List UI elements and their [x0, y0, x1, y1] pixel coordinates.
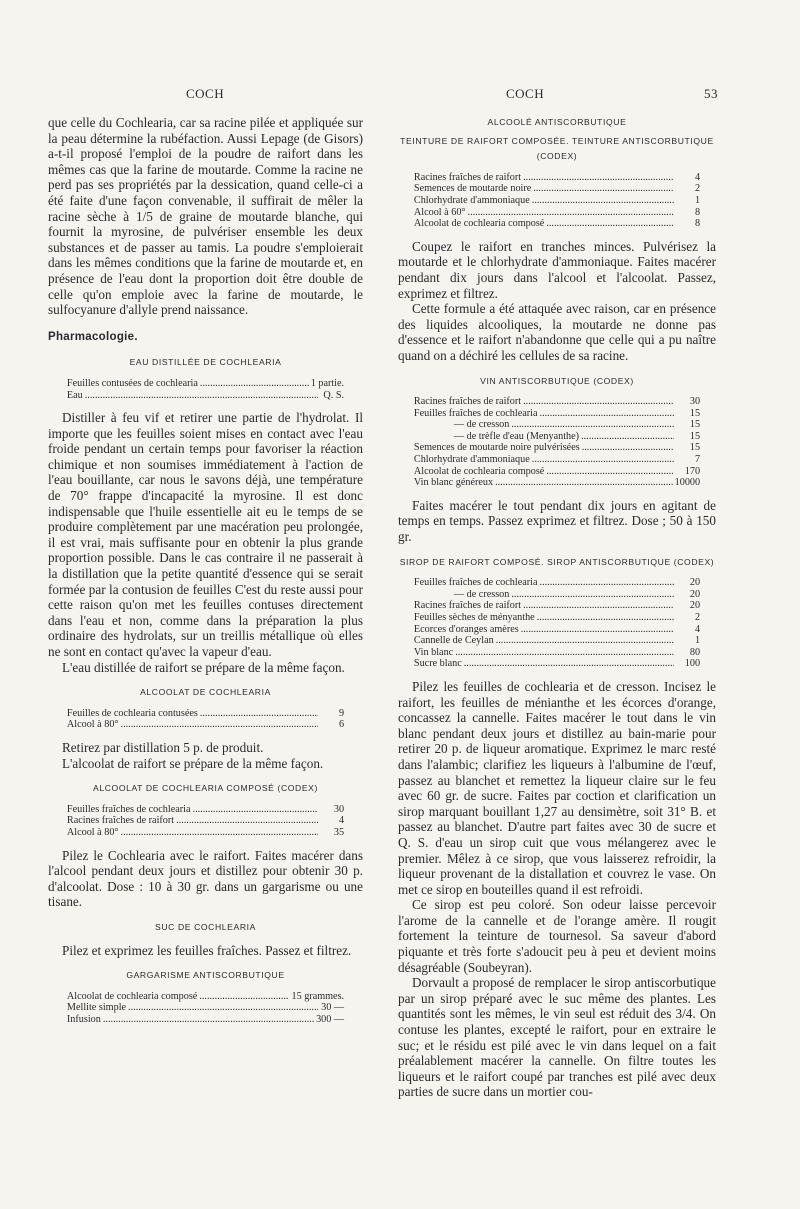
ingredient-row	[67, 827, 344, 839]
ingredient-name: Alcoolat de cochlearia composé	[413, 465, 545, 477]
dot-leader	[103, 1014, 314, 1026]
ingredient-quantity: 15	[689, 419, 701, 431]
ingredient-quantity: 1	[695, 194, 701, 206]
dot-leader	[121, 827, 319, 839]
dot-leader	[200, 708, 318, 720]
paragraph: Pilez et exprimez les feuilles fraîches. Passez et filtrez.	[62, 942, 352, 958]
ingredient-quantity: 30 —	[321, 1002, 345, 1014]
ingredient-row	[414, 624, 700, 636]
recipe-subtitle: TEINTURE DE RAIFORT COMPOSÉE. TEINTURE ANTISCORBUTIQUE (CODEX)	[400, 135, 714, 162]
dot-leader	[532, 195, 674, 207]
recipe-list	[67, 991, 344, 1026]
ingredient-name: Feuilles fraîches de cochlearia	[413, 577, 538, 589]
ingredient-row	[67, 708, 344, 720]
ingredient-row	[414, 442, 700, 454]
paragraph: Distiller à feu vif et retirer une partie de l'hydrolat. Il importe que les feuilles soient mises en contact avec l'eau froide pendant un certain temps pour favoriser la réaction chimique et non soumises immédiatement à l'action de l'eau bouillante, car nous le savons déjà, une température de 70° frappe d'incapacité la myrosine. Il est donc indispensable que l'huile essentielle ait eu le temps de se produire complètement par une macération peu prolongée, il est vrai, mais suffisante pour en obtenir la plus grande proportion possible. Dans le cas contraire il ne passerait à la distillation que la petite quantité d'essence qui se serait formée par la contusion de feuilles C'est du reste aussi pour cette raison qu'on met les feuilles contuses directement dans l'eau et non, comme dans la préparation la plus ordinaire des hydrolats, sur un treillis métallique où elles ne sont en contact qu'avec la vapeur d'eau.	[48, 410, 363, 659]
recipe-title: VIN ANTISCORBUTIQUE (CODEX)	[480, 375, 634, 386]
dot-leader	[193, 804, 319, 816]
ingredient-row	[67, 991, 344, 1003]
recipe-list	[67, 804, 344, 839]
paragraph: Dorvault a proposé de remplacer le sirop antiscorbutique par un sirop préparé avec le suc même des plantes. Les quantités sont les mêmes, le vin seul est réduit des 3/4. On contuse les plantes, excepté le raifort, pour en extraire le suc; et le résidu est pilé avec le vin dans lequel on a fait préalablement macérer la cannelle. On filtre toutes les liqueurs et le raifort coupé par tranches est pilé avec deux parties de sucre dans un mortier cou-	[398, 975, 716, 1100]
ingredient-name: Infusion	[66, 1013, 101, 1025]
paragraph: Pilez le Cochlearia avec le raifort. Faites macérer dans l'alcool pendant deux jours et distillez pour obtenir 30 p. d'alcoolat. Dose : 10 à 30 gr. dans un gargarisme ou une tisane.	[48, 847, 363, 910]
ingredient-name: Vin blanc généreux	[413, 477, 494, 489]
paragraph: L'alcoolat de raifort se prépare de la même façon.	[62, 755, 324, 771]
ingredient-row	[414, 408, 700, 420]
ingredient-name: Racines fraîches de raifort	[66, 815, 175, 827]
ingredient-row	[67, 390, 344, 402]
recipe-title: SIROP DE RAIFORT COMPOSÉ. SIROP ANTISCORBUTIQUE (CODEX)	[399, 556, 715, 567]
ingredient-row	[414, 431, 700, 443]
ingredient-row	[414, 419, 700, 431]
paragraph: Cette formule a été attaquée avec raison, car en présence des liquides alcooliques, la moutarde ne donne pas d'essence et le raifort n'abandonne que celle qui a pu naître quand on a déchiré les cellules de sa racine.	[398, 301, 716, 363]
ingredient-quantity: 4	[695, 623, 701, 635]
ingredient-row	[414, 477, 700, 489]
paragraph: que celle du Cochlearia, car sa racine pilée et appliquée sur la peau détermine la rubéfaction. Aussi Lepage (de Gisors) a-t-il proposé l'emploi de la poudre de raifort dans les mêmes cas que la farine de moutarde. Comme la racine ne perd pas ses propriétés par la dessication, quand celle-ci a été faite d'une façon convenable, il suffirait de mêler la racine sèche à 1/5 de graine de moutarde blanche, qui fournit la myrosine, de pulvériser ensemble les deux substances et de passer au tamis. La poudre s'emploierait dans les mêmes conditions que la farine de moutarde et, en présence de l'eau dont la proportion doit être double de celle qu'on emploie avec la farine de moutarde, le sulfocyanure d'allyle prend naissance.	[48, 115, 363, 318]
ingredient-name: Alcool à 80°	[66, 826, 119, 838]
dot-leader	[468, 207, 675, 219]
dot-leader	[523, 396, 674, 408]
ingredient-quantity: 4	[695, 171, 701, 183]
ingredient-row	[414, 207, 700, 219]
ingredient-row	[67, 719, 344, 731]
ingredient-quantity: 170	[684, 465, 701, 477]
ingredient-row	[67, 1014, 344, 1026]
ingredient-quantity: 8	[695, 206, 701, 218]
ingredient-quantity: 7	[695, 454, 701, 466]
paragraph: L'eau distillée de raifort se prépare de la même façon.	[62, 659, 345, 675]
ingredient-quantity: 80	[689, 646, 701, 658]
ingredient-row	[414, 466, 700, 478]
dot-leader	[511, 589, 674, 601]
ingredient-quantity: 15	[689, 407, 701, 419]
recipe-list	[414, 172, 700, 230]
recipe-title: SUC DE COCHLEARIA	[155, 921, 256, 932]
page-number: 53	[704, 86, 718, 101]
ingredient-quantity: 10000	[674, 477, 701, 489]
ingredient-quantity: 100	[684, 658, 701, 670]
ingredient-name: Eau	[66, 389, 83, 401]
ingredient-row	[414, 658, 700, 670]
ingredient-name: Racines fraîches de raifort	[413, 171, 522, 183]
ingredient-row	[67, 815, 344, 827]
recipe-list	[414, 577, 700, 670]
ingredient-quantity: 15	[689, 430, 701, 442]
ingredient-quantity: 9	[339, 707, 345, 719]
dot-leader	[582, 442, 674, 454]
ingredient-row	[67, 1002, 344, 1014]
recipe-title: ALCOOLÉ ANTISCORBUTIQUE	[487, 117, 627, 127]
left-running-title: COCH	[186, 86, 225, 101]
ingredient-name: Alcool à 60°	[413, 206, 466, 218]
dot-leader	[540, 577, 675, 589]
recipe-title: ALCOOLAT DE COCHLEARIA COMPOSÉ (CODEX)	[93, 783, 318, 794]
ingredient-name: Semences de moutarde noire	[413, 183, 532, 195]
dot-leader	[128, 1002, 318, 1014]
ingredient-quantity: 4	[339, 815, 345, 827]
dot-leader	[533, 183, 674, 195]
ingredient-quantity: 1	[695, 635, 701, 647]
ingredient-row	[414, 577, 700, 589]
ingredient-quantity: 1 partie.	[310, 377, 345, 389]
ingredient-row	[414, 600, 700, 612]
recipe-list	[67, 378, 344, 401]
left-column	[48, 115, 363, 1034]
ingredient-row	[414, 589, 700, 601]
ingredient-quantity: 300 —	[316, 1013, 345, 1025]
dot-leader	[464, 658, 674, 670]
ingredient-quantity: 20	[689, 600, 701, 612]
dot-leader	[176, 815, 318, 827]
ingredient-name: Feuilles fraîches de cochlearia	[66, 803, 191, 815]
paragraph: Ce sirop est peu coloré. Son odeur laisse percevoir l'arome de la cannelle et de l'orange amère. Il rougit fortement la teinture de tournesol. Sa saveur d'abord piquante et très forte s'adoucit peu à peu et devient moins désagréable (Soubeyran).	[398, 897, 716, 975]
ingredient-name: Semences de moutarde noire pulvérisées	[413, 442, 580, 454]
ingredient-row	[414, 172, 700, 184]
ingredient-quantity: 20	[689, 577, 701, 589]
ingredient-quantity: 35	[333, 826, 345, 838]
section-heading: Pharmacologie.	[48, 330, 138, 343]
ingredient-row	[414, 396, 700, 408]
right-column	[398, 115, 716, 1100]
ingredient-name: Ecorces d'oranges amères	[413, 623, 519, 635]
ingredient-row	[414, 195, 700, 207]
ingredient-name: Alcool à 80°	[66, 719, 119, 731]
dot-leader	[495, 477, 673, 489]
recipe-list	[414, 396, 700, 489]
dot-leader	[546, 218, 674, 230]
ingredient-name: Feuilles sèches de ményanthe	[413, 612, 535, 623]
ingredient-name: Sucre blanc	[413, 658, 462, 670]
dot-leader	[455, 647, 674, 659]
ingredient-name: Feuilles de cochlearia contusées	[66, 707, 198, 719]
ingredient-quantity: 15	[689, 442, 701, 454]
ingredient-row	[67, 378, 344, 390]
dot-leader	[537, 612, 674, 624]
dot-leader	[546, 466, 674, 478]
dot-leader	[199, 991, 289, 1003]
dot-leader	[85, 390, 318, 402]
dot-leader	[581, 431, 674, 443]
ingredient-name: — de cresson	[453, 588, 510, 600]
ingredient-row	[414, 454, 700, 466]
ingredient-quantity: 15 grammes.	[291, 990, 345, 1002]
ingredient-name: Feuilles fraîches de cochlearia	[413, 407, 538, 419]
ingredient-name: Alcoolat de cochlearia composé	[66, 990, 198, 1002]
ingredient-name: Feuilles contusées de cochlearia	[66, 377, 198, 389]
ingredient-name: Vin blanc	[413, 646, 454, 658]
ingredient-row	[414, 635, 700, 647]
recipe-title: ALCOOLAT DE COCHLEARIA	[140, 687, 271, 698]
ingredient-row	[414, 647, 700, 659]
ingredient-name: Mellite simple	[66, 1002, 127, 1014]
ingredient-name: Racines fraîches de raifort	[413, 600, 522, 612]
ingredient-quantity: 30	[333, 803, 345, 815]
paragraph: Retirez par distillation 5 p. de produit.	[62, 739, 264, 755]
dot-leader	[540, 408, 675, 420]
dot-leader	[523, 600, 674, 612]
dot-leader	[496, 635, 674, 647]
dot-leader	[121, 719, 319, 731]
dot-leader	[523, 172, 674, 184]
recipe-title: EAU DISTILLÉE DE COCHLEARIA	[129, 357, 282, 368]
paragraph: Pilez les feuilles de cochlearia et de cresson. Incisez le raifort, les feuilles de ménianthe et les écorces d'orange, concassez la cannelle. Faites macérer le tout dans le vin blanc pendant deux jours et distillez au bain-marie pour retirer 20 p. de liqueur aromatique. Exprimez le marc resté dans l'alambic; clarifiez les liqueurs à l'albumine de l'œuf, passez au blanchet et remettez la liqueur claire sur le feu avec 60 gr. de sucre. Faites par coction et clarification un sirop marquant bouillant 1,27 au densimètre, soit 31° B. et passez au blanchet. D'autre part faites avec 30 de sucre et Q. S. d'eau un sirop cuit que vous mélangerez avec le premier. Mêlez à ce sirop, que vous laisserez refroidir, la liqueur provenant de la distallation et couvrez le vase. On met ce sirop en bouteilles quand il est refroidi.	[398, 678, 716, 897]
ingredient-quantity: 2	[695, 612, 701, 623]
ingredient-row	[67, 804, 344, 816]
ingredient-row	[414, 612, 700, 624]
ingredient-quantity: 20	[689, 588, 701, 600]
ingredient-quantity: 8	[695, 218, 701, 230]
ingredient-row	[414, 183, 700, 195]
ingredient-name: — de cresson	[453, 419, 510, 431]
ingredient-row	[414, 218, 700, 230]
ingredient-quantity: 2	[695, 183, 701, 195]
ingredient-name: Chlorhydrate d'ammoniaque	[413, 194, 530, 206]
dot-leader	[521, 624, 674, 636]
paragraph: Coupez le raifort en tranches minces. Pulvérisez la moutarde et le chlorhydrate d'ammoniaque. Faites macérer pendant dix jours dans l'alcool et l'alcoolat. Passez, exprimez et filtrez.	[398, 238, 716, 301]
ingredient-quantity: 6	[339, 719, 345, 731]
recipe-title: GARGARISME ANTISCORBUTIQUE	[126, 970, 285, 981]
ingredient-quantity: Q. S.	[323, 389, 345, 401]
dot-leader	[200, 378, 309, 390]
running-head	[0, 86, 800, 104]
ingredient-name: Cannelle de Ceylan	[413, 635, 494, 647]
ingredient-name: Alcoolat de cochlearia composé	[413, 218, 545, 230]
paragraph: Faites macérer le tout pendant dix jours en agitant de temps en temps. Passez exprimez et filtrez. Dose ; 50 à 150 gr.	[398, 497, 716, 545]
ingredient-name: Racines fraîches de raifort	[413, 396, 522, 408]
dot-leader	[532, 454, 674, 466]
recipe-list	[67, 708, 344, 731]
ingredient-name: Chlorhydrate d'ammoniaque	[413, 454, 530, 466]
right-running-title: COCH	[506, 86, 545, 101]
ingredient-quantity: 30	[689, 396, 701, 408]
ingredient-name: — de trèfle d'eau (Menyanthe)	[453, 430, 580, 442]
dot-leader	[511, 419, 674, 431]
